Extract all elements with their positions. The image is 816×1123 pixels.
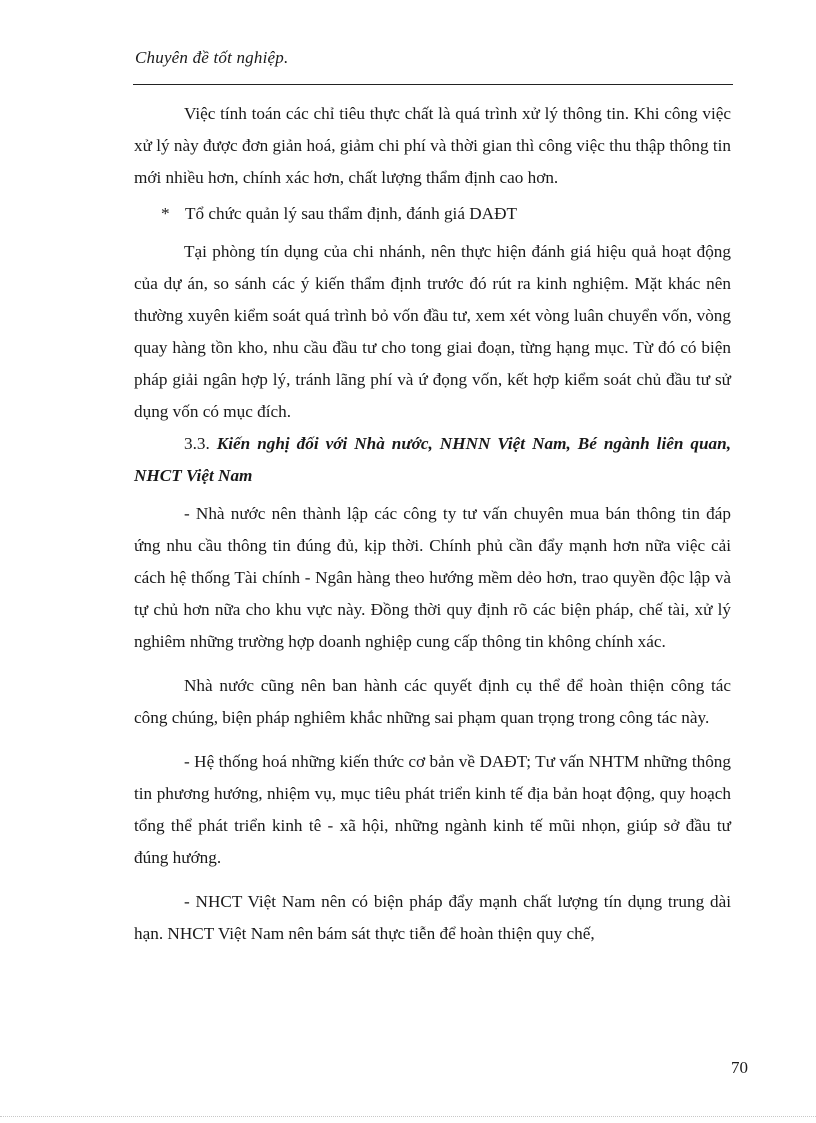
section-title: Kiến nghị đối với Nhà nước, NHNN Việt Nam, Bé ngành liên quan, NHCT Việt Nam [134,434,732,485]
bullet-item-post-appraisal [134,198,731,230]
bullet-text: Tổ chức quản lý sau thẩm định, đánh giá DAĐT [185,204,517,223]
bullet-star-icon: * [161,204,170,223]
paragraph-systematization: - Hệ thống hoá những kiến thức cơ bản về DAĐT; Tư vấn NHTM những thông tin phương hướng, nhiệm vụ, mục tiêu phát triển kinh tế địa bản hoạt động, quy hoạch tổng thể phát triển kinh tê - xã hội, những ngành kinh tế mũi nhọn, giúp sở đầu tư đúng hướng. [134,752,731,867]
paragraph-state-consulting: - Nhà nước nên thành lập các công ty tư vấn chuyên mua bán thông tin đáp ứng nhu cầu thông tin đúng đủ, kịp thời. Chính phủ cần đẩy mạnh hơn nữa việc cải cách hệ thống Tài chính - Ngân hàng theo hướng mềm dẻo hơn, trao quyền độc lập và tự chủ hơn nữa cho khu vực này. Đồng thời quy định rõ các biện pháp, chế tài, xử lý nghiêm những trường hợp doanh nghiệp cung cấp thông tin không chính xác. [134,504,731,651]
running-header: Chuyên đề tốt nghiệp. [135,48,289,67]
section-heading-3-3 [134,428,731,492]
header-divider [133,84,733,85]
page-number: 70 [731,1058,748,1077]
paragraph-state-decisions: Nhà nước cũng nên ban hành các quyết định cụ thể để hoàn thiện công tác công chúng, biện pháp nghiêm khắc những sai phạm quan trọng trong công tác này. [134,676,731,727]
paragraph-credit-department: Tại phòng tín dụng của chi nhánh, nên thực hiện đánh giá hiệu quả hoạt động của dự án, so sánh các ý kiến thẩm định trước đó rút ra kinh nghiệm. Mặt khác nên thường xuyên kiểm soát quá trình bỏ vốn đầu tư, xem xét vòng luân chuyển vốn, vòng quay hàng tồn kho, nhu cầu đầu tư cho tong giai đoạn, từng hạng mục. Từ đó có biện pháp giải ngân hợp lý, tránh lãng phí và ứ đọng vốn, kết hợp kiểm soát chủ đầu tư sử dụng vốn có mục đích. [134,242,731,421]
document-body [134,98,731,950]
section-number: 3.3. [184,434,210,453]
footer-divider [0,1116,816,1117]
paragraph-nhct-credit: - NHCT Việt Nam nên có biện pháp đẩy mạnh chất lượng tín dụng trung dài hạn. NHCT Việt Nam nên bám sát thực tiễn để hoàn thiện quy chế, [134,892,731,943]
paragraph-processing: Việc tính toán các chỉ tiêu thực chất là quá trình xử lý thông tin. Khi công việc xử lý này được đơn giản hoá, giảm chi phí và thời gian thì công việc thu thập thông tin mới nhiều hơn, chính xác hơn, chất lượng thẩm định cao hơn. [134,104,731,187]
